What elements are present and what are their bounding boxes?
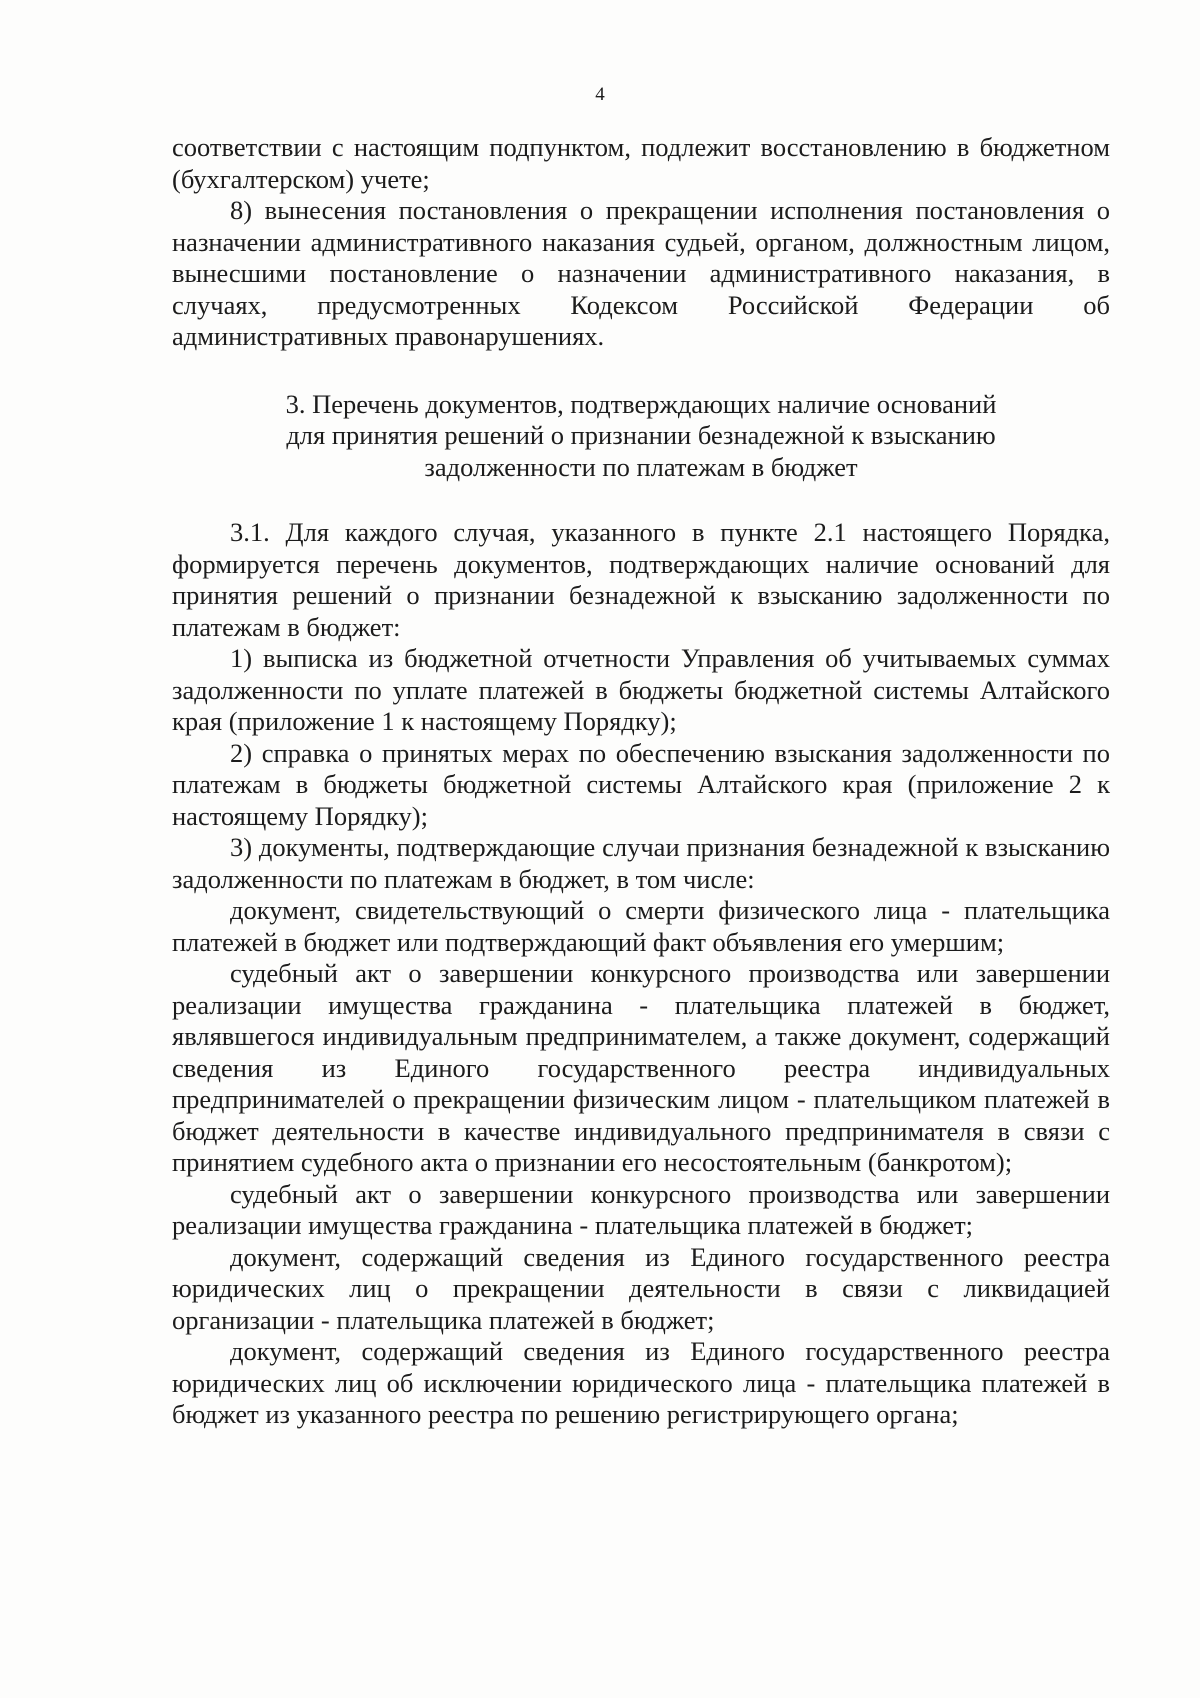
section-heading-line: 3. Перечень документов, подтверждающих наличие оснований (285, 388, 997, 419)
section-heading (172, 389, 1110, 484)
section-heading-line: для принятия решений о признании безнадежной к взысканию (286, 420, 996, 450)
paragraph-bankruptcy-entrepreneur: судебный акт о завершении конкурсного производства или завершении реализации имущества гражданина - плательщика платежей в бюджет, являвшегося индивидуальным предпринимателем, а также документ, содержащий сведения из Единого государственного реестра индивидуальных предпринимателей о прекращении физическим лицом - плательщиком платежей в бюджет деятельности в качестве индивидуального предпринимателя в связи с принятием судебного акта о признании его несостоятельным (банкротом); (172, 958, 1110, 1177)
paragraph-item-3: 3) документы, подтверждающие случаи признания безнадежной к взысканию задолженности по платежам в бюджет, в том числе: (172, 832, 1110, 894)
paragraph-bankruptcy-citizen: судебный акт о завершении конкурсного производства или завершении реализации имущества гражданина - плательщика платежей в бюджет; (172, 1178, 1110, 1240)
paragraph-liquidation: документ, содержащий сведения из Единого государственного реестра юридических лиц о прекращении деятельности в связи с ликвидацией организации - плательщика платежей в бюджет; (172, 1241, 1110, 1335)
paragraph-item-1: 1) выписка из бюджетной отчетности Управления об учитываемых суммах задолженности по уплате платежей в бюджеты бюджетной системы Алтайского края (приложение 1 к настоящему Порядку); (172, 643, 1110, 736)
page-number: 4 (595, 84, 605, 105)
paragraph-item-8: 8) вынесения постановления о прекращении исполнения постановления о назначении административного наказания судьей, органом, должностным лицом, вынесшими постановление о назначении административного наказания, в случаях, предусмотренных Кодексом Российской Федерации об административных правонарушениях. (172, 195, 1110, 351)
paragraph-3-1: 3.1. Для каждого случая, указанного в пункте 2.1 настоящего Порядка, формируется перечень документов, подтверждающих наличие оснований для принятия решений о признании безнадежной к взысканию задолженности по платежам в бюджет: (172, 517, 1110, 642)
paragraph-death-document: документ, свидетельствующий о смерти физического лица - плательщика платежей в бюджет или подтверждающий факт объявления его умершим; (172, 895, 1110, 957)
paragraph-item-2: 2) справка о принятых мерах по обеспечению взыскания задолженности по платежам в бюджеты бюджетной системы Алтайского края (приложение 2 к настоящему Порядку); (172, 737, 1110, 831)
document-body (172, 132, 1110, 1431)
section-heading-line: задолженности по платежам в бюджет (424, 451, 858, 482)
paragraph-continuation: соответствии с настоящим подпунктом, подлежит восстановлению в бюджетном (бухгалтерском) учете; (172, 132, 1110, 194)
paragraph-exclusion: документ, содержащий сведения из Единого государственного реестра юридических лиц об исключении юридического лица - плательщика платежей в бюджет из указанного реестра по решению регистрирующего органа; (172, 1336, 1110, 1429)
